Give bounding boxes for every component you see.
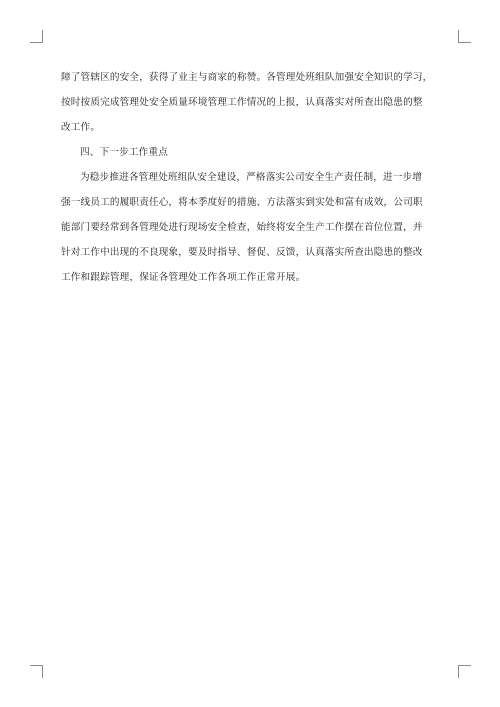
text-line: 工作和跟踪管理，保证各管理处工作各项工作正常开展。	[61, 272, 306, 283]
text-line: 障了管辖区的安全，获得了业主与商家的称赞。各管理处班组队加强安全知识的学习，	[61, 72, 433, 83]
text-line: 针对工作中出现的不良现象，要及时指导、督促、反馈，认真落实所查出隐患的整改	[61, 247, 423, 258]
text-line: 改工作。	[61, 122, 101, 133]
paragraph-next-steps	[61, 165, 445, 290]
document-body	[61, 65, 445, 290]
crop-mark-bottom-right	[458, 665, 471, 678]
section-heading: 四、下一步工作重点	[80, 147, 168, 158]
crop-mark-top-left	[30, 30, 43, 43]
text-line: 强一线员工的履职责任心，将本季度好的措施、方法落实到实处和富有成效，公司职	[61, 197, 423, 208]
paragraph-continued	[61, 65, 445, 140]
text-line: 能部门要经常到各管理处进行现场安全检查，始终将安全生产工作摆在首位位置，并	[61, 222, 423, 233]
crop-mark-top-right	[458, 30, 471, 43]
crop-mark-bottom-left	[30, 665, 43, 678]
text-line: 为稳步推进各管理处班组队安全建设，严格落实公司安全生产责任制，进一步增	[80, 172, 423, 183]
text-line: 按时按质完成管理处安全质量环境管理工作情况的上报，认真落实对所查出隐患的整	[61, 97, 423, 108]
